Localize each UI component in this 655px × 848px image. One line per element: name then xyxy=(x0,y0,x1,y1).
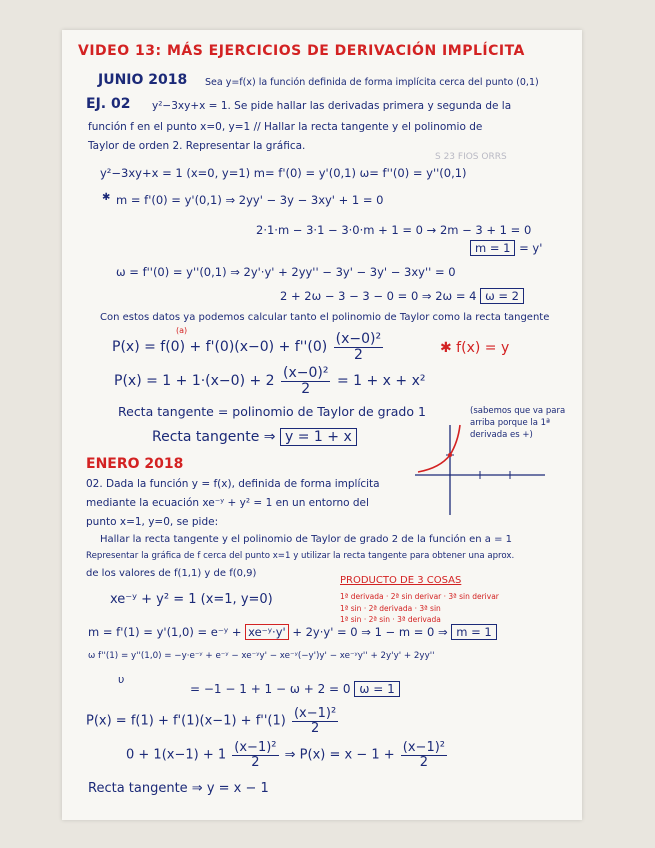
junio-line-9: Recta tangente = polinomio de Taylor de grado 1 xyxy=(118,404,426,419)
enero-tangent-line: Recta tangente ⇒ y = x − 1 xyxy=(88,781,269,796)
taylor-formula-text: P(x) = f(0) + f'(0)(x−0) + f''(0) xyxy=(112,339,328,356)
enero-substituted-fraction xyxy=(232,741,278,769)
junio-exercise-label: EJ. 02 xyxy=(86,96,131,112)
bleed-through-text: S 23 FIOS ORRS xyxy=(435,152,507,162)
junio-statement-2: y²−3xy+x = 1. Se pide hallar las derivadas primera y segunda de la xyxy=(152,100,512,112)
enero-statement-4: Hallar la recta tangente y el polinomio de Taylor de grado 2 de la función en a = 1 xyxy=(100,534,513,545)
junio-line-5-text: 2 + 2ω − 3 − 3 − 0 = 0 ⇒ 2ω = 4 xyxy=(280,289,477,303)
fraction-denominator: 2 xyxy=(353,346,363,363)
fraction-numerator: (x−1)² xyxy=(402,740,446,755)
enero-taylor-text: P(x) = f(1) + f'(1)(x−1) + f''(1) xyxy=(86,713,286,729)
junio-line-1: y²−3xy+x = 1 (x=0, y=1) m= f'(0) = y'(0,1) ω= f''(0) = y''(0,1) xyxy=(100,166,467,180)
red-note-line-3: 1ª sin · 2ª sin · 3ª derivada xyxy=(340,615,441,624)
junio-statement-3: función f en el punto x=0, y=1 // Hallar la recta tangente y el polinomio de xyxy=(88,121,483,133)
enero-second-derivative: ω f''(1) = y''(1,0) = −y·e⁻ʸ + e⁻ʸ − xe⁻ʸy' − xe⁻ʸ(−y')y' − xe⁻ʸy'' + 2y'y' + 2yy'' xyxy=(88,651,435,661)
page-title: VIDEO 13: MÁS EJERCICIOS DE DERIVACIÓN IMPLÍCITA xyxy=(78,43,525,59)
tangent-sketch-graph xyxy=(410,420,550,520)
m-result-box: m = 1 xyxy=(470,240,515,256)
red-boxed-term: xe⁻ʸ·y' xyxy=(245,624,289,640)
junio-red-note: ✱ f(x) = y xyxy=(440,340,510,356)
junio-line-5 xyxy=(280,288,524,304)
tangent-result-box: y = 1 + x xyxy=(280,428,357,446)
enero-m-result-box: m = 1 xyxy=(451,624,496,640)
junio-line-4: ω = f''(0) = y''(0,1) ⇒ 2y'·y' + 2yy'' − 3y' − 3y' − 3xy'' = 0 xyxy=(116,265,456,279)
m-line-start: m = f'(1) = y'(1,0) = e⁻ʸ + xyxy=(88,625,242,639)
enero-taylor-fraction xyxy=(292,707,338,735)
tangent-label: Recta tangente ⇒ xyxy=(152,429,276,445)
enero-equation: xe⁻ʸ + y² = 1 (x=1, y=0) xyxy=(110,592,273,607)
fraction-denominator: 2 xyxy=(310,720,320,736)
enero-taylor-formula xyxy=(86,707,340,735)
fraction-denominator: 2 xyxy=(251,754,260,770)
taylor-result: = 1 + x + x² xyxy=(336,373,426,390)
m-line-end: + 2y·y' = 0 ⇒ 1 − m = 0 ⇒ xyxy=(292,625,448,639)
junio-statement-4: Taylor de orden 2. Representar la gráfica. xyxy=(88,140,306,152)
junio-red-annotation: (a) xyxy=(176,326,188,335)
junio-m-result xyxy=(470,240,542,256)
enero-omega-line xyxy=(190,681,400,697)
junio-line-2: m = f'(0) = y'(0,1) ⇒ 2yy' − 3y − 3xy' + 1 = 0 xyxy=(116,193,384,207)
junio-heading: JUNIO 2018 xyxy=(98,72,188,88)
enero-substituted-text: 0 + 1(x−1) + 1 xyxy=(126,747,227,763)
fraction-numerator: (x−0)² xyxy=(335,331,382,347)
junio-asterisk: ✱ xyxy=(102,192,111,203)
taylor-substituted-text: P(x) = 1 + 1·(x−0) + 2 xyxy=(114,373,275,390)
enero-statement-3: punto x=1, y=0, se pide: xyxy=(86,516,219,528)
graph-curve xyxy=(418,425,460,472)
enero-upsilon: υ xyxy=(118,673,125,686)
enero-m-line xyxy=(88,624,497,640)
enero-statement-6: de los valores de f(1,1) y de f(0,9) xyxy=(86,568,257,579)
junio-taylor-substituted xyxy=(114,366,425,396)
m-result-tail: = y' xyxy=(519,241,543,255)
graph-note-1: (sabemos que va para xyxy=(470,406,566,416)
fraction-numerator: (x−1)² xyxy=(234,740,277,755)
enero-statement-1: 02. Dada la función y = f(x), definida de forma implícita xyxy=(86,478,380,490)
taylor-substituted-fraction xyxy=(281,366,330,396)
enero-taylor-result-text: ⇒ P(x) = x − 1 + xyxy=(284,747,395,763)
graph-note-3: derivada es +) xyxy=(470,430,533,440)
enero-omega-result-box: ω = 1 xyxy=(354,681,399,697)
junio-taylor-formula xyxy=(112,332,385,362)
fraction-numerator: (x−1)² xyxy=(293,706,337,721)
red-note-heading: PRODUCTO DE 3 COSAS xyxy=(340,575,462,586)
red-note-line-2: 1ª sin · 2ª derivada · 3ª sin xyxy=(340,604,441,613)
graph-note-2: arriba porque la 1ª xyxy=(470,418,551,428)
enero-statement-2: mediante la ecuación xe⁻ʸ + y² = 1 en un entorno del xyxy=(86,497,369,509)
red-note-line-1: 1ª derivada · 2ª sin derivar · 3ª sin derivar xyxy=(340,592,499,601)
junio-statement-1: Sea y=f(x) la función definida de forma implícita cerca del punto (0,1) xyxy=(205,77,539,88)
junio-line-3: 2·1·m − 3·1 − 3·0·m + 1 = 0 → 2m − 3 + 1 = 0 xyxy=(256,223,532,237)
taylor-fraction xyxy=(334,332,383,362)
enero-heading: ENERO 2018 xyxy=(86,456,184,472)
junio-line-6: Con estos datos ya podemos calcular tanto el polinomio de Taylor como la recta tangente xyxy=(100,312,550,323)
enero-statement-5: Representar la gráfica de f cerca del punto x=1 y utilizar la recta tangente para obtener una aprox. xyxy=(86,551,515,561)
fraction-denominator: 2 xyxy=(301,380,311,397)
graph-point xyxy=(448,453,452,457)
junio-tangent-line xyxy=(152,428,357,446)
omega-result-box: ω = 2 xyxy=(480,288,524,304)
fraction-denominator: 2 xyxy=(419,754,429,770)
omega-line-text: = −1 − 1 + 1 − ω + 2 = 0 xyxy=(190,682,351,696)
enero-taylor-substituted xyxy=(126,741,449,769)
fraction-numerator: (x−0)² xyxy=(283,365,329,381)
enero-result-fraction xyxy=(401,741,447,769)
